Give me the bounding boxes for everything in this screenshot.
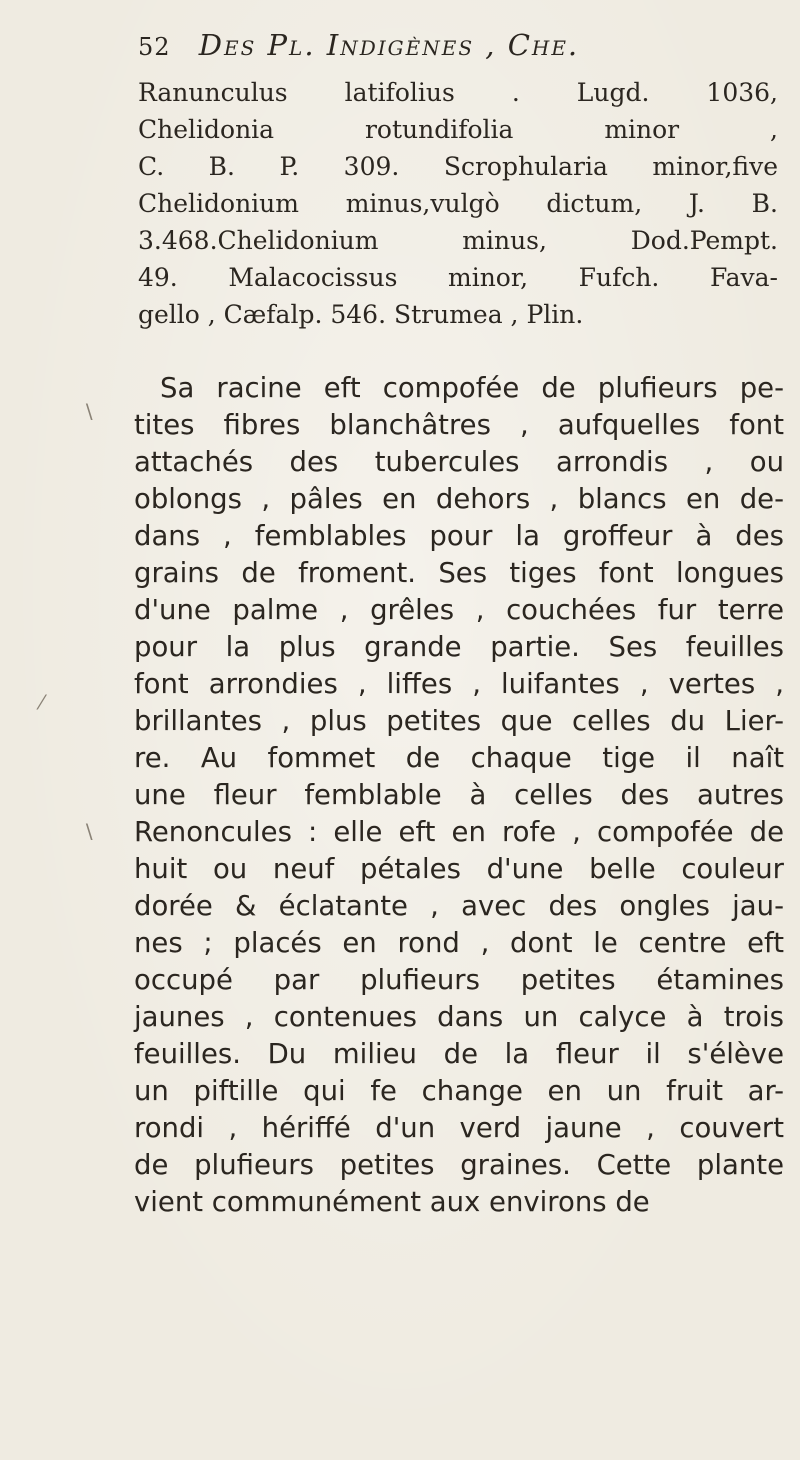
text-line: rondi , hériffé d'un verd jaune , couvert (134, 1112, 784, 1144)
text-line: attachés des tubercules arrondis , ou (134, 446, 784, 478)
margin-mark: ∖ (82, 400, 95, 424)
text-line: vient communément aux environs de (134, 1186, 650, 1218)
text-line: pour la plus grande partie. Ses feuilles (134, 631, 784, 663)
text-line: nes ; placés en rond , dont le centre eft (134, 927, 784, 959)
text-line: de plufieurs petites graines. Cette plante (134, 1149, 784, 1181)
margin-mark: ∖ (82, 820, 95, 844)
text-line: grains de froment. Ses tiges font longues (134, 557, 784, 589)
synonym-line: Chelidonium minus,vulgò dictum, J. B. (138, 189, 778, 218)
text-line: Sa racine eft compofée de plufieurs pe- (160, 372, 784, 404)
running-title: Des Pl. Indigènes , Che. (198, 28, 580, 62)
synonym-line: Ranunculus latifolius . Lugd. 1036, (138, 78, 778, 107)
text-line: occupé par plufieurs petites étamines (134, 964, 784, 996)
text-line: une fleur femblable à celles des autres (134, 779, 784, 811)
description-paragraph (134, 370, 784, 1221)
text-line: oblongs , pâles en dehors , blancs en de- (134, 483, 784, 515)
margin-mark: ⁄ (40, 690, 44, 714)
synonym-line: 49. Malacocissus minor, Fufch. Fava- (138, 263, 778, 292)
synonym-line: 3.468.Chelidonium minus, Dod.Pempt. (138, 226, 778, 255)
text-line: dans , femblables pour la groffeur à des (134, 520, 784, 552)
text-line: font arrondies , liffes , luifantes , vertes , (134, 668, 784, 700)
text-line: brillantes , plus petites que celles du Lier- (134, 705, 784, 737)
synonym-block (138, 74, 778, 333)
text-line: feuilles. Du milieu de la fleur il s'élève (134, 1038, 784, 1070)
synonym-line: gello , Cæfalp. 546. Strumea , Plin. (138, 300, 584, 329)
running-header (138, 28, 778, 62)
page-number: 52 (138, 33, 171, 61)
text-line: un piftille qui fe change en un fruit ar- (134, 1075, 784, 1107)
text-line: tites fibres blanchâtres , aufquelles font (134, 409, 784, 441)
text-line: d'une palme , grêles , couchées fur terre (134, 594, 784, 626)
text-line: re. Au fommet de chaque tige il naît (134, 742, 784, 774)
text-line: Renoncules : elle eft en rofe , compofée de (134, 816, 784, 848)
text-line: dorée & éclatante , avec des ongles jau- (134, 890, 784, 922)
text-line: jaunes , contenues dans un calyce à trois (134, 1001, 784, 1033)
synonym-line: Chelidonia rotundifolia minor , (138, 115, 778, 144)
synonym-line: C. B. P. 309. Scrophularia minor,five (138, 152, 778, 181)
text-line: huit ou neuf pétales d'une belle couleur (134, 853, 784, 885)
